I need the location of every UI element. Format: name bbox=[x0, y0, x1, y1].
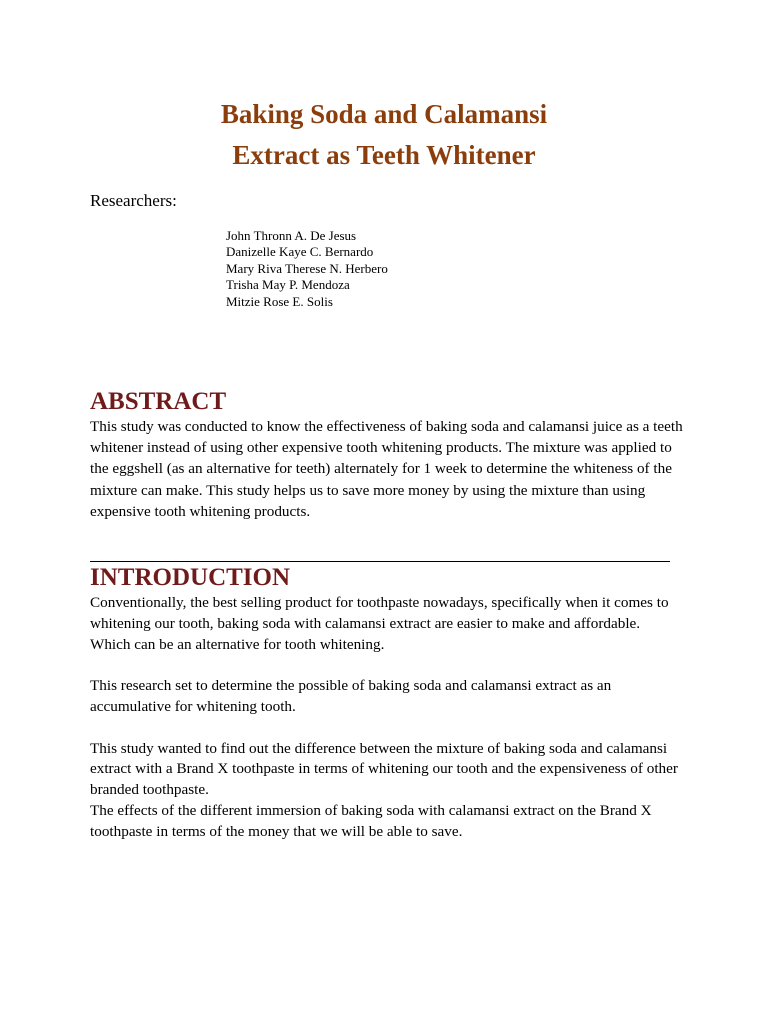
researcher-name: Mary Riva Therese N. Herbero bbox=[226, 260, 388, 276]
researcher-name: John Thronn A. De Jesus bbox=[226, 228, 357, 243]
section-divider bbox=[90, 561, 670, 562]
researcher-list bbox=[226, 228, 388, 310]
researcher-name: Mitzie Rose E. Solis bbox=[226, 293, 333, 309]
document-title-line-2: Extract as Teeth Whitener bbox=[232, 140, 536, 170]
introduction-paragraph: This research set to determine the possible of baking soda and calamansi extract as an accumulative for whitening tooth. bbox=[90, 677, 612, 715]
researchers-label: Researchers: bbox=[90, 191, 177, 210]
document-title-line-1: Baking Soda and Calamansi bbox=[220, 99, 548, 129]
abstract-heading: ABSTRACT bbox=[90, 388, 227, 415]
introduction-heading: INTRODUCTION bbox=[90, 564, 291, 591]
researcher-name: Trisha May P. Mendoza bbox=[226, 277, 350, 293]
introduction-paragraph: Conventionally, the best selling product for toothpaste nowadays, specifically when it comes to whitening our tooth, baking soda with calamansi extract are easier to make and affordable. bbox=[90, 594, 669, 632]
introduction-paragraph: Which can be an alternative for tooth whitening. bbox=[90, 635, 385, 653]
introduction-paragraph: This study wanted to find out the difference between the mixture of baking soda and calamansi extract with a Brand X toothpaste in terms of whitening our tooth and the expensiveness of other branded toothpaste. bbox=[90, 739, 678, 799]
abstract-body: This study was conducted to know the effectiveness of baking soda and calamansi juice as a teeth whitener instead of using other expensive tooth whitening products. The mixture was applied to the eggshell (as an alternative for teeth) alternately for 1 week to determine the whiteness of the mixture can make. This study helps us to save more money by using the mixture than using expensive tooth whitening products. bbox=[90, 418, 683, 520]
introduction-paragraph: The effects of the different immersion of baking soda with calamansi extract on the Brand X toothpaste in terms of the money that we will be able to save. bbox=[90, 801, 652, 840]
researcher-name: Danizelle Kaye C. Bernardo bbox=[226, 244, 374, 260]
introduction-body bbox=[90, 593, 690, 843]
